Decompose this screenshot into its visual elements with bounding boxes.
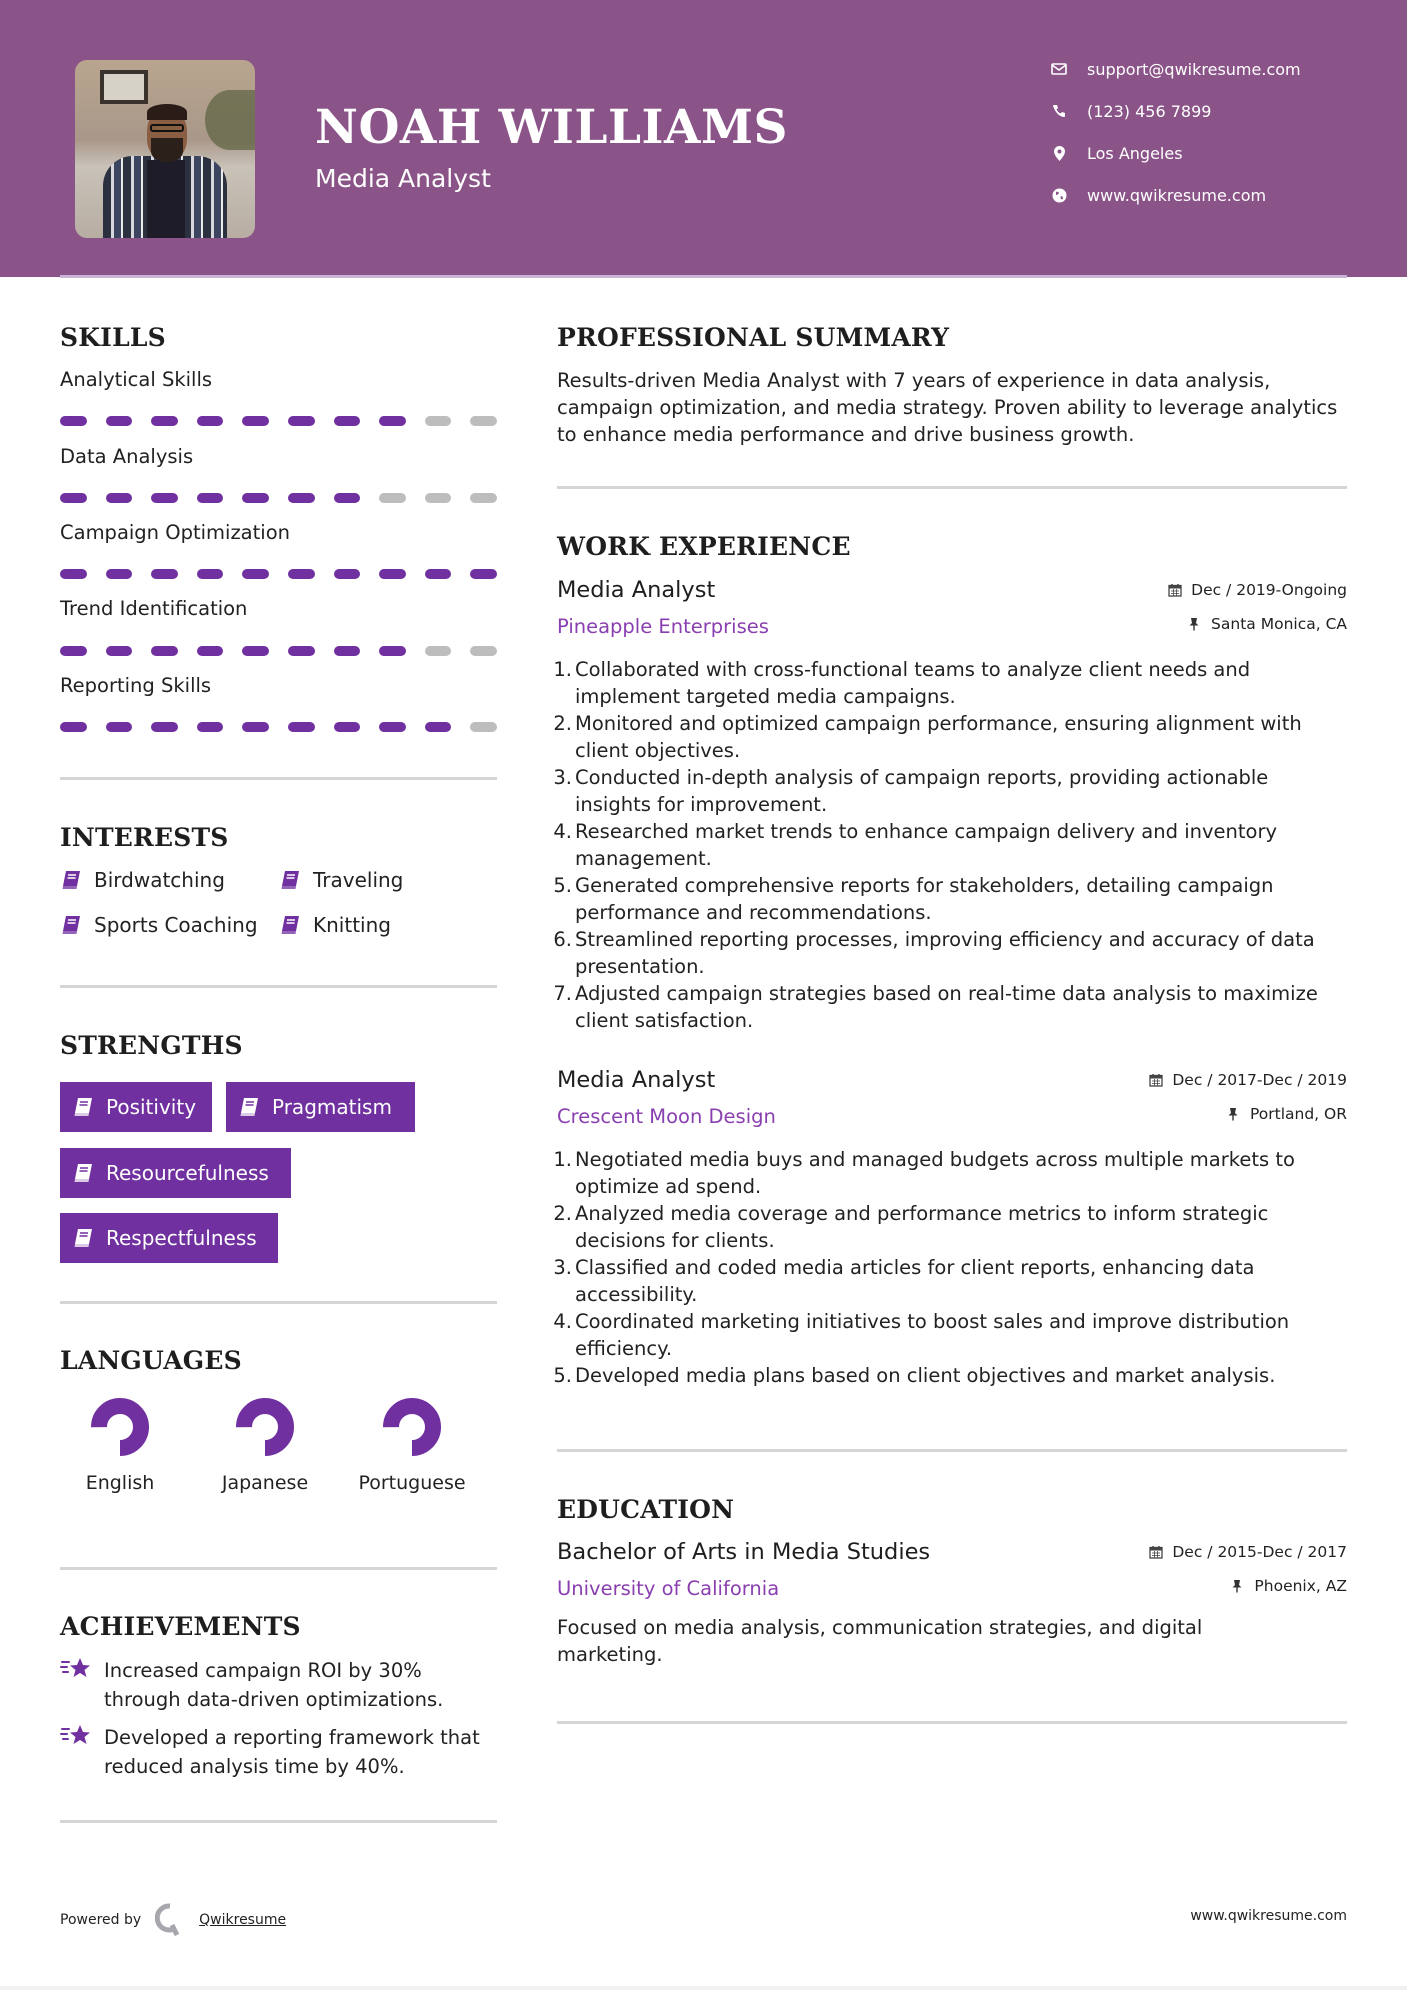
job-bullet: [553, 1308, 1347, 1362]
job-bullet: [553, 818, 1347, 872]
section-divider: [557, 1721, 1347, 1724]
photo-tshirt: [147, 160, 185, 238]
skill-level-segment: [151, 646, 178, 656]
bullet-number: 4.: [553, 1310, 572, 1333]
bullet-number: 6.: [553, 928, 572, 951]
photo-hair: [147, 104, 187, 120]
job-bullet: [553, 872, 1347, 926]
skill-level-segment: [106, 646, 133, 656]
skill-label: Campaign Optimization: [60, 521, 290, 544]
contact-website-text[interactable]: www.qwikresume.com: [1087, 185, 1267, 205]
bullet-text: Coordinated marketing initiatives to boost sales and improve distribution efficiency.: [575, 1310, 1290, 1360]
powered-by-text: Powered by: [60, 1912, 142, 1928]
bullet-number: 5.: [553, 1364, 572, 1387]
job-bullet: [553, 656, 1347, 710]
skill-level-bar: [60, 416, 497, 426]
skill-level-segment: [288, 493, 315, 503]
skill-level-segment: [470, 493, 497, 503]
globe-icon: [1050, 186, 1068, 204]
interests-title: INTERESTS: [60, 823, 229, 852]
strength-tag: [60, 1082, 212, 1132]
skill-level-segment: [151, 416, 178, 426]
skill-level-segment: [334, 722, 361, 732]
skill-level-segment: [288, 722, 315, 732]
skill-level-segment: [425, 416, 452, 426]
job-bullet: [553, 1362, 1347, 1389]
skill-level-segment: [242, 646, 269, 656]
job-bullets: [553, 1146, 1347, 1389]
skill-level-segment: [106, 416, 133, 426]
skill-level-bar: [60, 722, 497, 732]
skill-level-segment: [425, 493, 452, 503]
skill-level-segment: [379, 722, 406, 732]
pushpin-icon: [1231, 1579, 1245, 1593]
interest-item: [279, 913, 391, 937]
contact-email[interactable]: [1050, 57, 1301, 81]
calendar-icon: [1149, 1073, 1163, 1087]
languages-title: LANGUAGES: [60, 1346, 242, 1375]
photo-plant: [205, 90, 255, 150]
section-divider: [60, 1301, 497, 1304]
skill-level-segment: [242, 722, 269, 732]
book-icon: [60, 914, 82, 936]
achievement-item: [60, 1723, 497, 1781]
job-bullet: [553, 1254, 1347, 1308]
contact-location-text: Los Angeles: [1087, 143, 1183, 163]
interest-label: Birdwatching: [94, 868, 225, 892]
shooting-star-icon: [60, 1656, 92, 1682]
calendar-icon: [1168, 583, 1182, 597]
education-title: EDUCATION: [557, 1495, 735, 1524]
skill-level-segment: [288, 646, 315, 656]
candidate-name: NOAH WILLIAMS: [315, 100, 788, 155]
phone-icon: [1050, 102, 1068, 120]
job-location: [1227, 1105, 1347, 1123]
skill-level-segment: [379, 646, 406, 656]
bullet-number: 7.: [553, 982, 572, 1005]
contact-location: [1050, 141, 1183, 165]
book-icon: [72, 1096, 94, 1118]
book-icon: [238, 1096, 260, 1118]
education-date-text: Dec / 2015-Dec / 2017: [1172, 1543, 1347, 1561]
pushpin-icon: [1188, 617, 1202, 631]
job-bullet: [553, 1146, 1347, 1200]
book-icon: [279, 914, 301, 936]
book-icon: [279, 869, 301, 891]
skill-level-segment: [470, 646, 497, 656]
skill-level-bar: [60, 493, 497, 503]
contact-phone[interactable]: [1050, 99, 1212, 123]
section-divider: [557, 486, 1347, 489]
pushpin-icon: [1227, 1107, 1241, 1121]
header-banner: [0, 0, 1407, 277]
profile-photo: [75, 60, 255, 238]
skill-level-segment: [288, 416, 315, 426]
language-label: English: [85, 1472, 155, 1494]
language-label: Portuguese: [358, 1472, 466, 1494]
job-title: Media Analyst: [557, 577, 716, 603]
calendar-icon: [1149, 1545, 1163, 1559]
skill-level-segment: [197, 646, 224, 656]
language-item: [205, 1397, 325, 1498]
bullet-text: Conducted in-depth analysis of campaign reports, providing actionable insights for improvement.: [575, 766, 1269, 816]
envelope-icon: [1050, 60, 1068, 78]
contact-website[interactable]: [1050, 183, 1267, 207]
job-bullet: [553, 710, 1347, 764]
education-description: Focused on media analysis, communication strategies, and digital marketing.: [557, 1616, 1203, 1666]
job-location-text: Santa Monica, CA: [1211, 615, 1347, 633]
job-date-text: Dec / 2017-Dec / 2019: [1172, 1071, 1347, 1089]
education-date: [1149, 1543, 1347, 1561]
summary-text: Results-driven Media Analyst with 7 years of experience in data analysis, campaign optimization, and media strategy. Proven ability to leverage analytics to enhance media performance and drive business growth.: [557, 369, 1338, 446]
bullet-number: 3.: [553, 766, 572, 789]
job-bullets: [553, 656, 1347, 1034]
skill-level-segment: [470, 569, 497, 579]
job-title: Media Analyst: [557, 1067, 716, 1093]
skill-level-segment: [151, 722, 178, 732]
job-date: [1149, 1071, 1347, 1089]
job-location: [1188, 615, 1347, 633]
bullet-number: 1.: [553, 1148, 572, 1171]
map-pin-icon: [1050, 144, 1068, 162]
job-bullet: [553, 1200, 1347, 1254]
bullet-number: 4.: [553, 820, 572, 843]
achievement-text: Developed a reporting framework that reduced analysis time by 40%.: [104, 1726, 480, 1778]
skill-level-segment: [197, 416, 224, 426]
section-divider: [60, 1567, 497, 1570]
section-divider: [557, 1449, 1347, 1452]
skill-label: Data Analysis: [60, 445, 194, 468]
company-name[interactable]: Crescent Moon Design: [557, 1105, 776, 1128]
skill-level-segment: [197, 722, 224, 732]
proficiency-ring: [90, 1397, 150, 1457]
bullet-text: Classified and coded media articles for client reports, enhancing data accessibility.: [575, 1256, 1255, 1306]
skill-level-segment: [106, 493, 133, 503]
bullet-number: 2.: [553, 712, 572, 735]
summary-title: PROFESSIONAL SUMMARY: [557, 323, 950, 352]
achievement-text: Increased campaign ROI by 30% through data-driven optimizations.: [104, 1659, 444, 1711]
job-bullet: [553, 926, 1347, 980]
language-item: [352, 1397, 472, 1498]
skill-level-segment: [379, 416, 406, 426]
skill-level-segment: [334, 646, 361, 656]
strength-label: Pragmatism: [272, 1095, 392, 1119]
strengths-title: STRENGTHS: [60, 1031, 243, 1060]
skill-level-segment: [60, 569, 87, 579]
qwikresume-logo-icon: [155, 1903, 185, 1937]
language-label: Japanese: [221, 1472, 309, 1494]
skill-level-segment: [151, 569, 178, 579]
job-bullet: [553, 764, 1347, 818]
job-bullet: [553, 980, 1347, 1034]
bullet-text: Developed media plans based on client objectives and market analysis.: [575, 1364, 1276, 1387]
section-divider: [60, 985, 497, 988]
interest-label: Traveling: [313, 868, 404, 892]
interest-item: [60, 913, 258, 937]
education-location-text: Phoenix, AZ: [1254, 1577, 1347, 1595]
photo-beard: [151, 138, 183, 162]
footer-website[interactable]: www.qwikresume.com: [1190, 1908, 1347, 1924]
bullet-number: 2.: [553, 1202, 572, 1225]
skill-level-segment: [379, 493, 406, 503]
strength-label: Positivity: [106, 1095, 197, 1119]
skill-level-segment: [151, 493, 178, 503]
skill-level-segment: [106, 569, 133, 579]
skill-label: Reporting Skills: [60, 674, 212, 697]
skill-level-segment: [379, 569, 406, 579]
skill-level-bar: [60, 646, 497, 656]
skill-level-segment: [106, 722, 133, 732]
education-location: [1231, 1577, 1347, 1595]
skill-level-segment: [60, 416, 87, 426]
skill-level-segment: [470, 722, 497, 732]
skill-level-segment: [60, 493, 87, 503]
school-name[interactable]: University of California: [557, 1577, 780, 1600]
skill-level-segment: [242, 493, 269, 503]
footer-powered-by: [60, 1903, 286, 1937]
skill-level-segment: [334, 569, 361, 579]
bullet-text: Analyzed media coverage and performance metrics to inform strategic decisions for clients.: [575, 1202, 1269, 1252]
achievement-item: [60, 1656, 497, 1714]
language-item: [60, 1397, 180, 1498]
header-divider: [60, 275, 1347, 278]
interest-item: [60, 868, 225, 892]
experience-title: WORK EXPERIENCE: [557, 532, 851, 561]
degree-name: Bachelor of Arts in Media Studies: [557, 1539, 931, 1565]
contact-email-text[interactable]: support@qwikresume.com: [1087, 59, 1301, 79]
skill-level-segment: [242, 416, 269, 426]
skill-level-segment: [425, 722, 452, 732]
strength-label: Respectfulness: [106, 1226, 257, 1250]
skill-level-segment: [197, 569, 224, 579]
interest-item: [279, 868, 403, 892]
skill-level-segment: [288, 569, 315, 579]
qwikresume-link[interactable]: Qwikresume: [199, 1912, 287, 1928]
skill-level-segment: [425, 569, 452, 579]
job-date: [1168, 581, 1347, 599]
skill-level-segment: [60, 722, 87, 732]
bullet-text: Collaborated with cross-functional teams to analyze client needs and implement targeted media campaigns.: [575, 658, 1251, 708]
job-date-text: Dec / 2019-Ongoing: [1191, 581, 1347, 599]
proficiency-ring: [382, 1397, 442, 1457]
interest-label: Sports Coaching: [94, 913, 258, 937]
skill-label: Analytical Skills: [60, 368, 213, 391]
bullet-text: Adjusted campaign strategies based on real-time data analysis to maximize client satisfaction.: [575, 982, 1318, 1032]
shooting-star-icon: [60, 1723, 92, 1749]
skill-level-segment: [425, 646, 452, 656]
photo-glasses: [150, 124, 184, 132]
proficiency-ring: [235, 1397, 295, 1457]
strength-tag: [60, 1213, 278, 1263]
skill-level-segment: [470, 416, 497, 426]
book-icon: [60, 869, 82, 891]
contact-phone-text[interactable]: (123) 456 7899: [1087, 101, 1212, 121]
book-icon: [72, 1227, 94, 1249]
bullet-number: 5.: [553, 874, 572, 897]
strength-tag: [226, 1082, 415, 1132]
skill-level-segment: [242, 569, 269, 579]
skill-level-segment: [334, 416, 361, 426]
bullet-text: Generated comprehensive reports for stakeholders, detailing campaign performance and recommendations.: [575, 874, 1274, 924]
bullet-number: 1.: [553, 658, 572, 681]
bullet-text: Streamlined reporting processes, improving efficiency and accuracy of data presentation.: [575, 928, 1315, 978]
interest-label: Knitting: [313, 913, 391, 937]
strength-tag: [60, 1148, 291, 1198]
skill-level-bar: [60, 569, 497, 579]
page-bottom-edge: [0, 1986, 1407, 1990]
company-name[interactable]: Pineapple Enterprises: [557, 615, 769, 638]
bullet-text: Monitored and optimized campaign performance, ensuring alignment with client objectives.: [575, 712, 1302, 762]
achievements-title: ACHIEVEMENTS: [60, 1612, 301, 1641]
skill-level-segment: [334, 493, 361, 503]
photo-wall-frame: [100, 70, 148, 104]
book-icon: [72, 1162, 94, 1184]
skill-label: Trend Identification: [60, 597, 248, 620]
skill-level-segment: [60, 646, 87, 656]
job-location-text: Portland, OR: [1249, 1105, 1347, 1123]
section-divider: [60, 777, 497, 780]
bullet-text: Researched market trends to enhance campaign delivery and inventory management.: [575, 820, 1277, 870]
section-divider: [60, 1820, 497, 1823]
skills-title: SKILLS: [60, 323, 166, 352]
bullet-text: Negotiated media buys and managed budgets across multiple markets to optimize ad spend.: [575, 1148, 1295, 1198]
bullet-number: 3.: [553, 1256, 572, 1279]
strength-label: Resourcefulness: [106, 1161, 269, 1185]
candidate-title: Media Analyst: [315, 164, 491, 193]
skill-level-segment: [197, 493, 224, 503]
